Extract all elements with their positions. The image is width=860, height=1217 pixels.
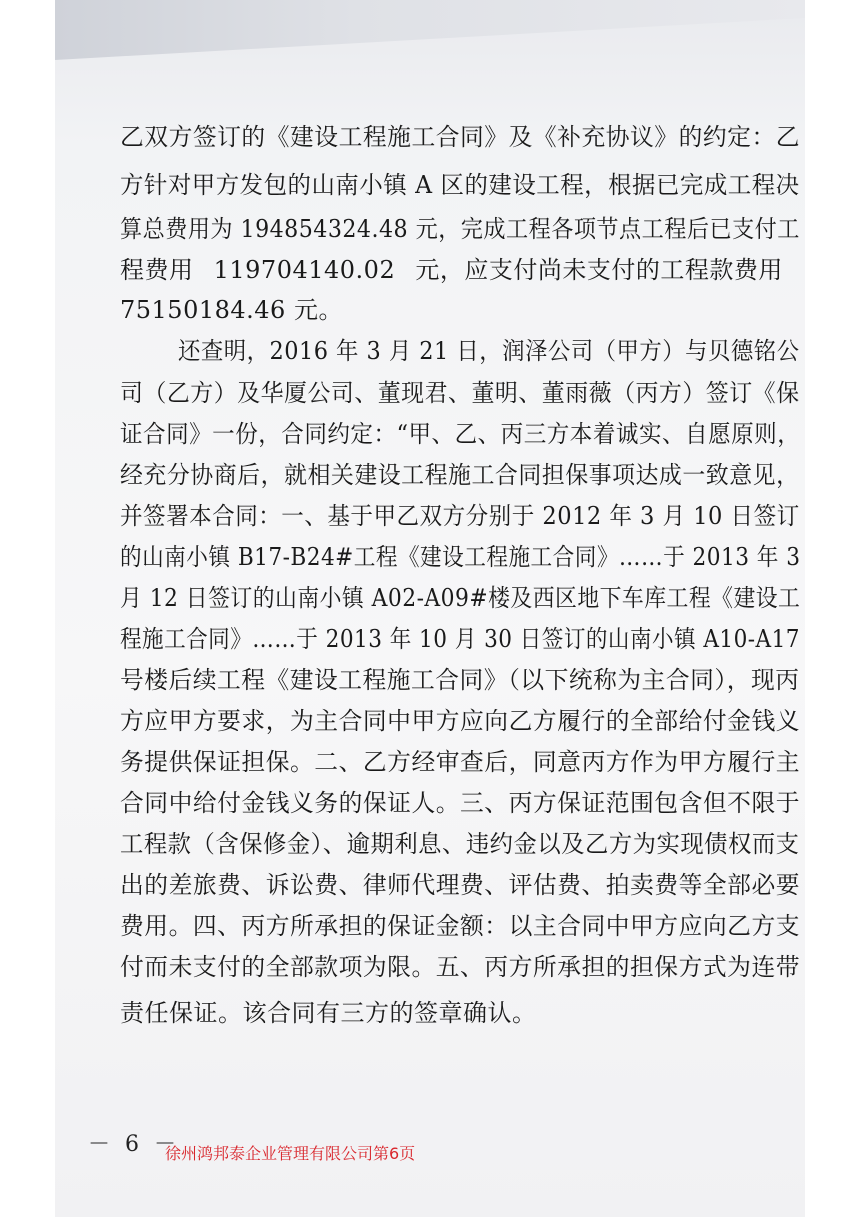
text-line: 方针对甲方发包的山南小镇 A 区的建设工程，根据已完成工程决 (120, 171, 800, 199)
text-line: 程费用 119704140.02 元，应支付尚未支付的工程款费用 (120, 256, 783, 284)
text-line: 司（乙方）及华厦公司、董现君、董明、董雨薇（丙方）签订《保 (120, 379, 800, 407)
text-line: 付而未支付的全部款项为限。五、丙方所承担的担保方式为连带 (120, 953, 801, 981)
text-line: 证合同》一份，合同约定：“甲、乙、丙三方本着诚实、自愿原则， (120, 420, 801, 448)
text-line: 号楼后续工程《建设工程施工合同》（以下统称为主合同），现丙 (120, 666, 800, 694)
text-line: 经充分协商后，就相关建设工程施工合同担保事项达成一致意见， (120, 461, 800, 489)
text-line: 费用。四、丙方所承担的保证金额：以主合同中甲方应向乙方支 (120, 912, 801, 940)
text-line: 75150184.46 元。 (120, 296, 343, 324)
watermark-text: 徐州鸿邦泰企业管理有限公司第6页 (165, 1144, 416, 1163)
text-line: 乙双方签订的《建设工程施工合同》及《补充协议》的约定：乙 (120, 123, 801, 151)
text-line: 还查明，2016 年 3 月 21 日，润泽公司（甲方）与贝德铭公 (178, 337, 800, 365)
text-line: 合同中给付金钱义务的保证人。三、丙方保证范围包含但不限于 (120, 789, 801, 817)
text-line: 出的差旅费、诉讼费、律师代理费、评估费、拍卖费等全部必要 (120, 871, 801, 899)
text-line: 月 12 日签订的山南小镇 A02-A09#楼及西区地下车库工程《建设工 (120, 584, 801, 612)
page-edge-shadow (55, 0, 805, 60)
page-number: － 6 － (88, 1132, 180, 1157)
text-line: 并签署本合同：一、基于甲乙双方分别于 2012 年 3 月 10 日签订 (120, 502, 800, 530)
text-line: 责任保证。该合同有三方的签章确认。 (120, 999, 537, 1027)
text-line: 的山南小镇 B17-B24#工程《建设工程施工合同》……于 2013 年 3 (120, 543, 801, 571)
text-line: 务提供保证担保。二、乙方经审查后，同意丙方作为甲方履行主 (120, 748, 801, 776)
text-line: 工程款（含保修金）、逾期利息、违约金以及乙方为实现债权而支 (120, 830, 800, 858)
text-line: 方应甲方要求，为主合同中甲方应向乙方履行的全部给付金钱义 (120, 707, 801, 735)
text-line: 算总费用为 194854324.48 元，完成工程各项节点工程后已支付工 (120, 215, 800, 243)
text-line: 程施工合同》……于 2013 年 10 月 30 日签订的山南小镇 A10-A17 (120, 625, 800, 653)
